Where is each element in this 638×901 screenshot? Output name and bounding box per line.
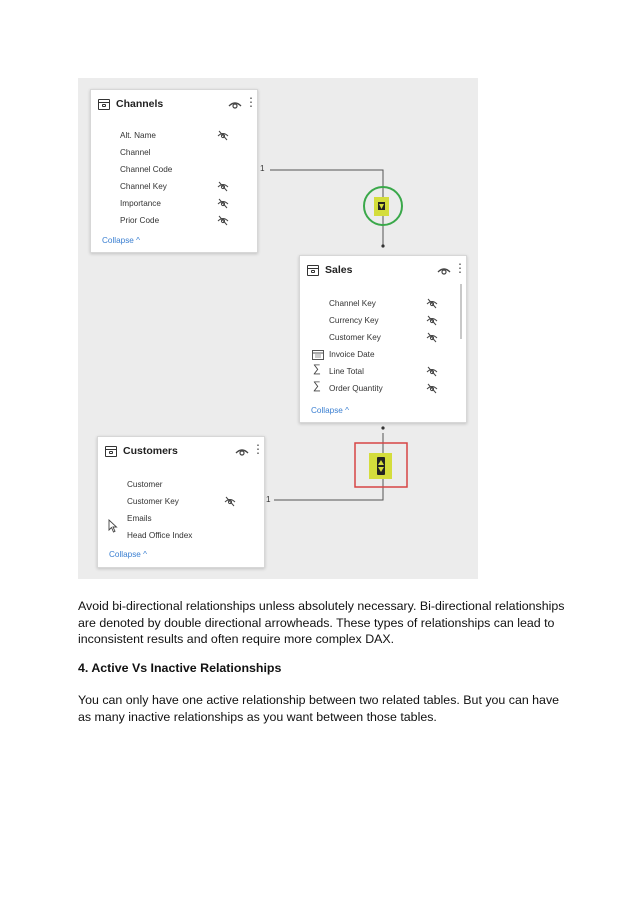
hidden-eye-icon (217, 198, 229, 209)
sales-table-card[interactable] (299, 255, 467, 423)
eye-icon[interactable] (227, 99, 243, 111)
customers-table-header[interactable] (98, 437, 264, 465)
hidden-eye-icon (426, 315, 438, 326)
field-channel[interactable]: Channel (120, 148, 151, 157)
hidden-eye-icon (426, 332, 438, 343)
channels-table-card[interactable] (90, 89, 258, 253)
hidden-eye-icon (426, 298, 438, 309)
field-customer-key[interactable]: Customer Key (329, 333, 381, 342)
table-icon (307, 265, 319, 276)
customers-table-card[interactable] (97, 436, 265, 568)
more-options-icon[interactable]: ⋮ (252, 442, 264, 456)
field-order-quantity[interactable]: Order Quantity (329, 384, 383, 393)
field-line-total[interactable]: Line Total (329, 367, 364, 376)
calendar-icon (312, 349, 324, 360)
sigma-icon: ∑ (313, 380, 321, 392)
model-diagram-canvas (78, 78, 478, 579)
many-end-dot-bottom (381, 426, 384, 429)
field-customer[interactable]: Customer (127, 480, 163, 489)
field-invoice-date[interactable]: Invoice Date (329, 350, 375, 359)
hidden-eye-icon (217, 215, 229, 226)
relationship-cardinality-one-top: 1 (260, 164, 265, 173)
scrollbar[interactable] (460, 284, 462, 339)
sales-collapse-link[interactable]: Collapse ^ (311, 406, 349, 415)
eye-icon[interactable] (436, 265, 452, 277)
field-prior-code[interactable]: Prior Code (120, 216, 160, 225)
hidden-eye-icon (426, 383, 438, 394)
mouse-cursor-icon (108, 519, 118, 533)
field-channel-key[interactable]: Channel Key (329, 299, 376, 308)
field-alt-name[interactable]: Alt. Name (120, 131, 156, 140)
field-channel-code[interactable]: Channel Code (120, 165, 173, 174)
many-end-dot-top (381, 244, 384, 247)
eye-icon[interactable] (234, 446, 250, 458)
more-options-icon[interactable]: ⋮ (454, 261, 466, 275)
hidden-eye-icon (217, 181, 229, 192)
active-inactive-paragraph: You can only have one active relationship between two related tables. But you can have as many inactive relationships as you want between those tables. (78, 693, 560, 724)
sales-table-title: Sales (325, 264, 353, 276)
field-customer-key[interactable]: Customer Key (127, 497, 179, 506)
relationship-cardinality-one-bottom: 1 (266, 495, 271, 504)
field-channel-key[interactable]: Channel Key (120, 182, 167, 191)
field-head-office-index[interactable]: Head Office Index (127, 531, 193, 540)
field-currency-key[interactable]: Currency Key (329, 316, 379, 325)
hidden-eye-icon (426, 366, 438, 377)
field-importance[interactable]: Importance (120, 199, 161, 208)
table-icon (105, 446, 117, 457)
more-options-icon[interactable]: ⋮ (245, 95, 257, 109)
sales-table-header[interactable] (300, 256, 466, 284)
field-emails[interactable]: Emails (127, 514, 152, 523)
section-heading: 4. Active Vs Inactive Relationships (78, 661, 282, 675)
table-icon (98, 99, 110, 110)
channels-sales-relationship-line (270, 170, 383, 246)
channels-table-title: Channels (116, 98, 164, 110)
bi-directional-paragraph: Avoid bi-directional relationships unless absolutely necessary. Bi-directional relationships are denoted by double directional arrowheads. These types of relationships can lead to inconsistent results and often require more complex DAX. (78, 599, 565, 646)
channels-collapse-link[interactable]: Collapse ^ (102, 236, 140, 245)
customers-collapse-link[interactable]: Collapse ^ (109, 550, 147, 559)
sigma-icon: ∑ (313, 363, 321, 375)
channels-table-header[interactable] (91, 90, 257, 118)
hidden-eye-icon (224, 496, 236, 507)
hidden-eye-icon (217, 130, 229, 141)
customers-table-title: Customers (123, 445, 178, 457)
